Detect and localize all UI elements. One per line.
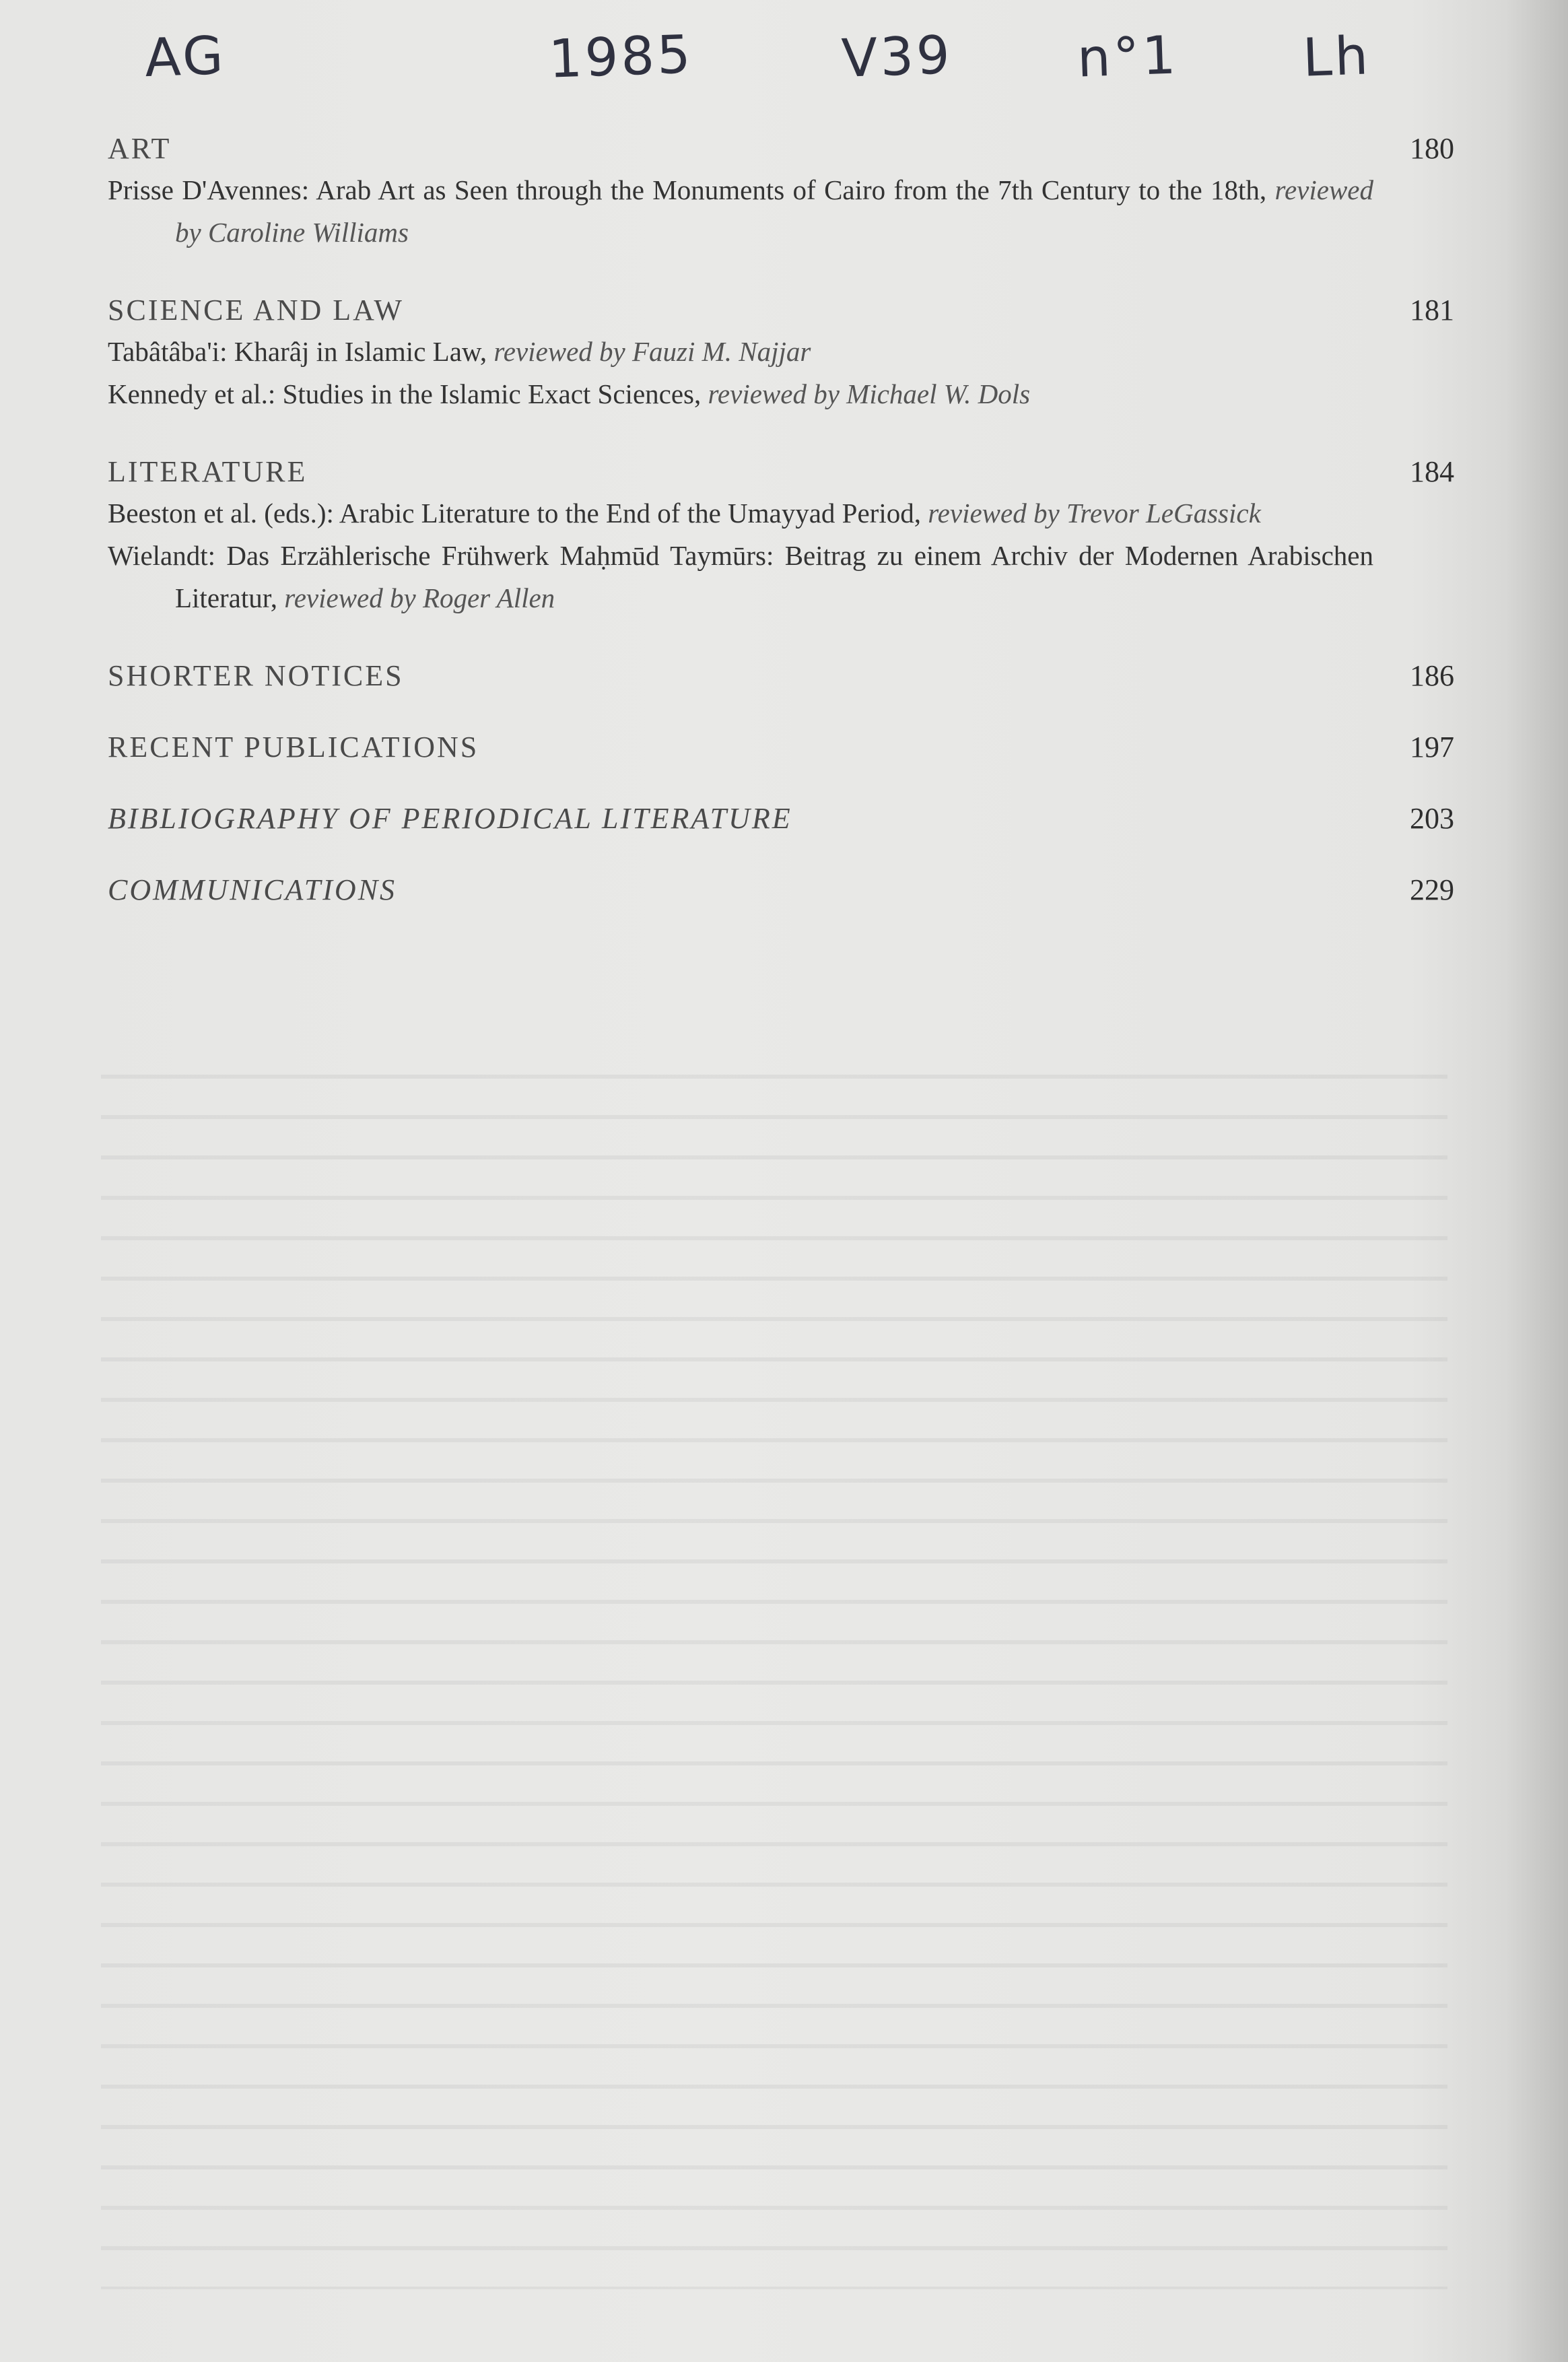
reviewer: reviewed by Caroline Williams: [175, 174, 1373, 248]
toc-section-shorter-notices: [108, 659, 1454, 700]
annotation-volume: V39: [840, 25, 954, 90]
annotation-shelfmark: Lh: [1301, 26, 1372, 89]
toc-section-bibliography: [108, 801, 1454, 843]
reviewer: reviewed by Michael W. Dols: [708, 378, 1031, 409]
toc-entry: Kennedy et al.: Studies in the Islamic Exact Sciences, reviewed by Michael W. Dols: [108, 378, 1031, 409]
section-title: LITERATURE: [108, 455, 308, 488]
section-title: RECENT PUBLICATIONS: [108, 731, 479, 764]
section-title: SCIENCE AND LAW: [108, 294, 404, 327]
toc-section-literature: [108, 454, 1454, 619]
reviewer: reviewed by Fauzi M. Najjar: [493, 336, 811, 367]
section-title: BIBLIOGRAPHY OF PERIODICAL LITERATURE: [108, 802, 792, 835]
reviewer: reviewed by Roger Allen: [284, 582, 555, 613]
toc-section-art: [108, 131, 1454, 254]
page-number: 186: [1410, 659, 1454, 692]
page-number: 181: [1410, 294, 1454, 327]
page-number: 180: [1410, 132, 1454, 165]
toc-section-communications: [108, 873, 1454, 914]
table-of-contents: [108, 131, 1454, 944]
page-number: 229: [1410, 873, 1454, 906]
reviewer: reviewed by Trevor LeGassick: [928, 498, 1261, 529]
page-number: 197: [1410, 731, 1454, 764]
section-title: ART: [108, 132, 172, 165]
section-title: SHORTER NOTICES: [108, 659, 404, 692]
toc-section-recent-publications: [108, 730, 1454, 772]
page-number: 184: [1410, 455, 1454, 488]
annotation-number: n°1: [1076, 25, 1180, 90]
page-number: 203: [1410, 802, 1454, 835]
handwritten-annotation: [0, 24, 1568, 108]
toc-section-science-and-law: [108, 293, 1454, 415]
section-title: COMMUNICATIONS: [108, 873, 397, 906]
toc-entry: Prisse D'Avennes: Arab Art as Seen through the Monuments of Cairo from the 7th Century to the 18th, reviewed by Caroline Williams: [108, 174, 1373, 248]
show-through-text: [101, 1044, 1447, 2289]
annotation-year: 1985: [547, 24, 695, 90]
toc-entry: Wielandt: Das Erzählerische Frühwerk Maḥmūd Taymūrs: Beitrag zu einem Archiv der Modernen Arabischen Literatur, reviewed by Roger Allen: [108, 540, 1373, 613]
annotation-code: AG: [143, 25, 227, 90]
toc-entry: Tabâtâba'i: Kharâj in Islamic Law, reviewed by Fauzi M. Najjar: [108, 336, 811, 367]
toc-entry: Beeston et al. (eds.): Arabic Literature to the End of the Umayyad Period, reviewed by Trevor LeGassick: [108, 498, 1261, 529]
